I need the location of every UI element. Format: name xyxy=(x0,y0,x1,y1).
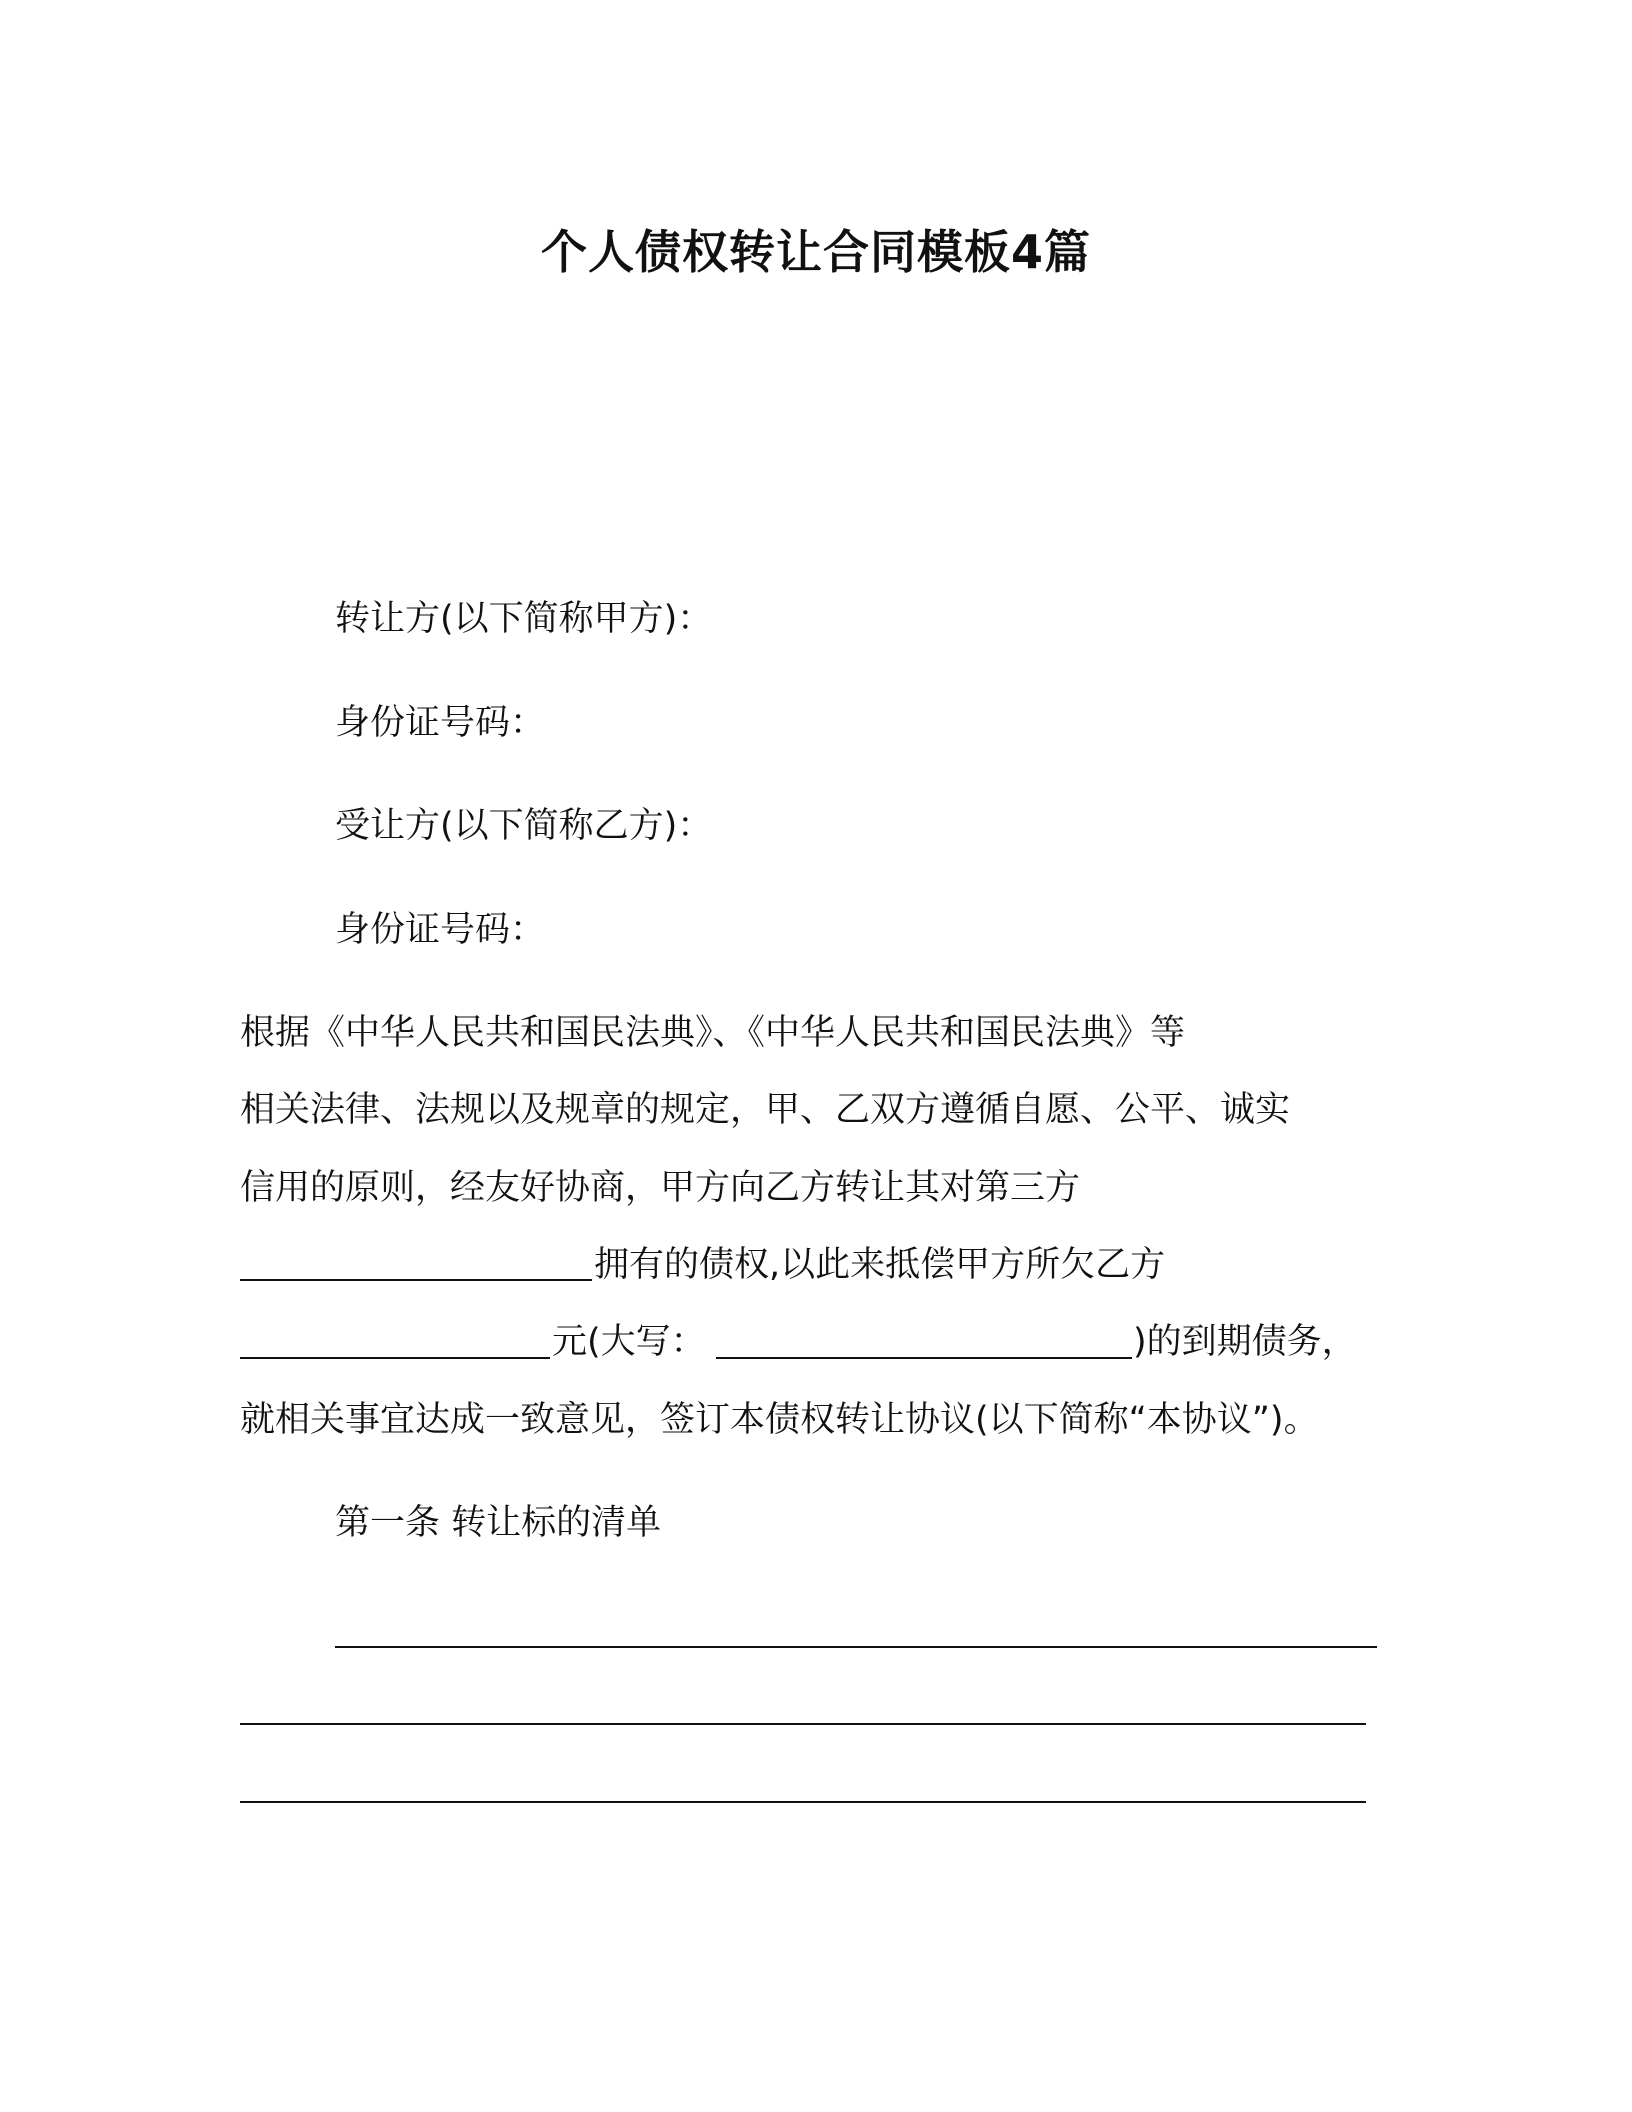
article-1-heading: 第一条 转让标的清单 xyxy=(335,1503,662,1543)
article-1-blank-line-2 xyxy=(240,1723,1366,1725)
amount-uppercase-blank xyxy=(716,1357,1132,1359)
article-1-blank-line-3 xyxy=(240,1801,1366,1803)
paragraph-line-4-text: 拥有的债权,以此来抵偿甲方所欠乙方 xyxy=(594,1245,1166,1285)
transferor-id-label: 身份证号码： xyxy=(335,703,546,743)
document-title: 个人债权转让合同模板4篇 xyxy=(540,225,1091,279)
transferee-id-label: 身份证号码： xyxy=(335,910,546,950)
paragraph-line-6: 就相关事宜达成一致意见，签订本债权转让协议(以下简称“本协议”)。 xyxy=(240,1400,1319,1440)
paragraph-line-3: 信用的原则，经友好协商，甲方向乙方转让其对第三方 xyxy=(240,1168,1081,1208)
paragraph-line-5-b: )的到期债务， xyxy=(1133,1322,1357,1362)
paragraph-line-5-a: 元(大写： xyxy=(552,1322,706,1362)
article-1-blank-line-1 xyxy=(335,1646,1377,1648)
paragraph-line-1: 根据《中华人民共和国民法典》、《中华人民共和国民法典》等 xyxy=(240,1013,1186,1053)
third-party-blank xyxy=(240,1279,592,1281)
paragraph-line-2: 相关法律、法规以及规章的规定，甲、乙双方遵循自愿、公平、诚实 xyxy=(240,1090,1291,1130)
amount-blank xyxy=(240,1357,550,1359)
transferee-label: 受让方(以下简称乙方)： xyxy=(335,806,713,846)
transferor-label: 转让方(以下简称甲方)： xyxy=(335,599,713,639)
